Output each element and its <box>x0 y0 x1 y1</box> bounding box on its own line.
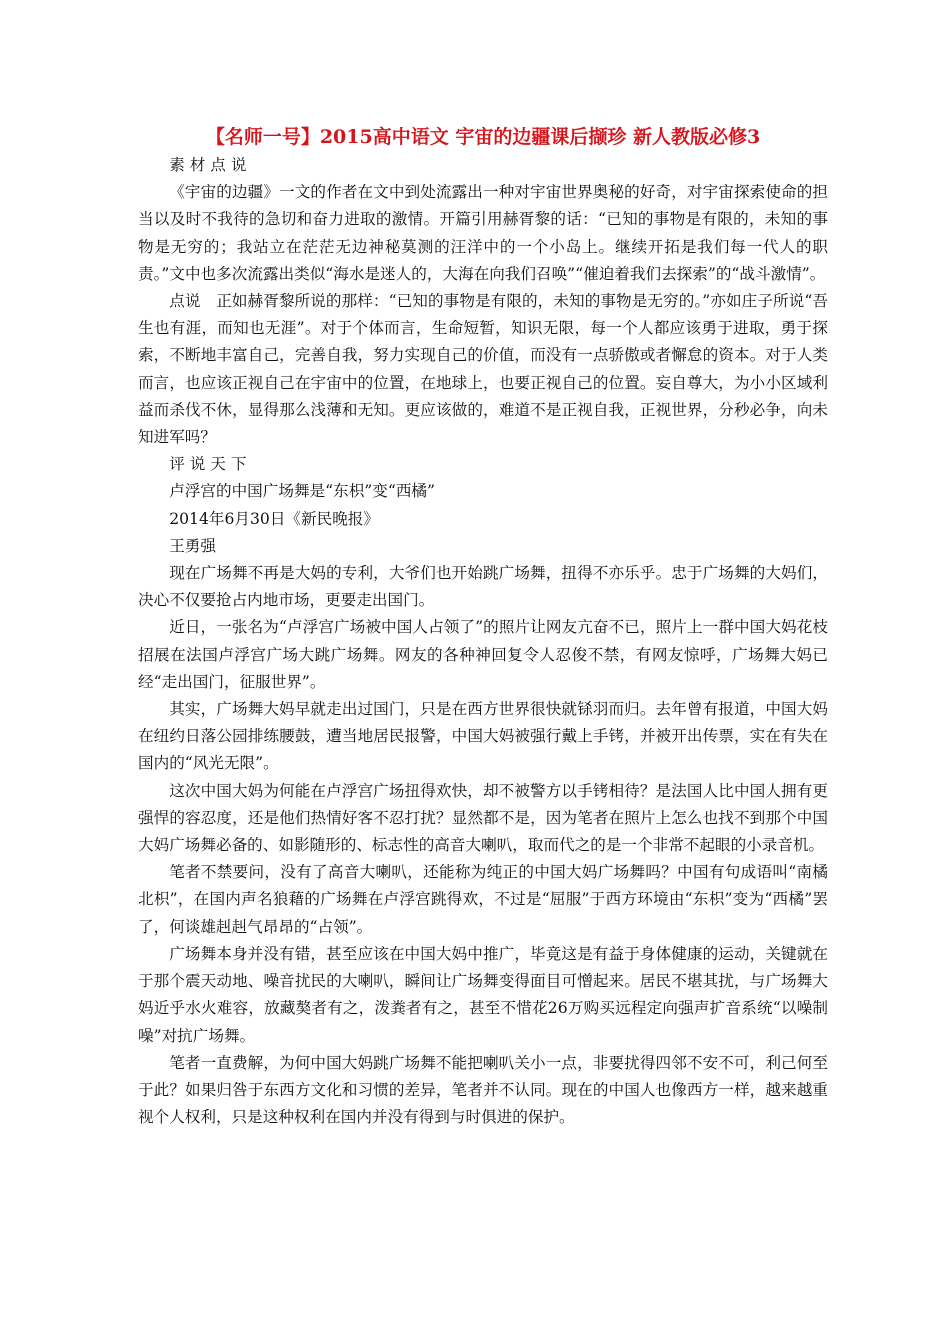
article-paragraph: 这次中国大妈为何能在卢浮宫广场扭得欢快，却不被警方以手铐相待？是法国人比中国人拥有更强悍的容忍度，还是他们热情好客不忍打扰？显然都不是，因为笔者在照片上怎么也找不到那个中国大妈广场舞必备的、如影随形的、标志性的高音大喇叭，取而代之的是一个非常不起眼的小录音机。 <box>138 781 828 855</box>
article-title: 卢浮宫的中国广场舞是“东枳”变“西橘” <box>169 482 435 501</box>
article-author: 王勇强 <box>169 536 216 555</box>
section-heading-material: 素 材 点 说 <box>169 156 247 174</box>
article-source: 2014年6月30日《新民晚报》 <box>169 509 379 528</box>
commentary-paragraph: 点说 正如赫胥黎所说的那样：“已知的事物是有限的，未知的事物是无穷的。”亦如庄子所说“吾生也有涯，而知也无涯”。对于个体而言，生命短暂，知识无限，每一个人都应该勇于进取，勇于探索，不断地丰富自己，完善自我，努力实现自己的价值，而没有一点骄傲或者懈怠的资本。对于人类而言，也应该正视自己在宇宙中的位置，在地球上，也要正视自己的位置。妄自尊大，为小小区域利益而杀伐不休，显得那么浅薄和无知。更应该做的，难道不是正视自我，正视世界，分秒必争，向未知进军吗？ <box>138 292 828 447</box>
document-title: 【名师一号】2015高中语文 宇宙的边疆课后撷珍 新人教版必修3 <box>205 126 761 148</box>
material-paragraph: 《宇宙的边疆》一文的作者在文中到处流露出一种对宇宙世界奥秘的好奇，对宇宙探索使命的担当以及时不我待的急切和奋力进取的激情。开篇引用赫胥黎的话：“已知的事物是有限的，未知的事物是无穷的；我站立在茫茫无边神秘莫测的汪洋中的一个小岛上。继续开拓是我们每一代人的职责。”文中也多次流露出类似“海水是迷人的，大海在向我们召唤”“催迫着我们去探索”的“战斗激情”。 <box>138 183 828 283</box>
document-page <box>138 124 828 1131</box>
article-paragraph: 近日，一张名为“卢浮宫广场被中国人占领了”的照片让网友亢奋不已，照片上一群中国大妈花枝招展在法国卢浮宫广场大跳广场舞。网友的各种神回复令人忍俊不禁，有网友惊呼，广场舞大妈已经“走出国门，征服世界”。 <box>138 618 828 691</box>
article-paragraph: 笔者不禁要问，没有了高音大喇叭，还能称为纯正的中国大妈广场舞吗？中国有句成语叫“南橘北枳”，在国内声名狼藉的广场舞在卢浮宫跳得欢，不过是“屈服”于西方环境由“东枳”变为“西橘”罢了，何谈雄赳赳气昂昂的“占领”。 <box>138 863 828 936</box>
article-paragraph: 广场舞本身并没有错，甚至应该在中国大妈中推广，毕竟这是有益于身体健康的运动，关键就在于那个震天动地、噪音扰民的大喇叭，瞬间让广场舞变得面目可憎起来。居民不堪其扰，与广场舞大妈近乎水火难容，放藏獒者有之，泼粪者有之，甚至不惜花26万购买远程定向强声扩音系统“以噪制噪”对抗广场舞。 <box>138 944 828 1045</box>
article-paragraph: 其实，广场舞大妈早就走出过国门，只是在西方世界很快就铩羽而归。去年曾有报道，中国大妈在纽约日落公园排练腰鼓，遭当地居民报警，中国大妈被强行戴上手铐，并被开出传票，实在有失在国内的“风光无限”。 <box>138 700 828 773</box>
article-paragraph: 笔者一直费解，为何中国大妈跳广场舞不能把喇叭关小一点，非要扰得四邻不安不可，利己何至于此？如果归咎于东西方文化和习惯的差异，笔者并不认同。现在的中国人也像西方一样，越来越重视个人权利，只是这种权利在国内并没有得到与时俱进的保护。 <box>138 1053 828 1127</box>
section-heading-review: 评 说 天 下 <box>169 455 247 474</box>
article-paragraph: 现在广场舞不再是大妈的专利，大爷们也开始跳广场舞，扭得不亦乐乎。忠于广场舞的大妈们，决心不仅要抢占内地市场，更要走出国门。 <box>138 564 828 610</box>
